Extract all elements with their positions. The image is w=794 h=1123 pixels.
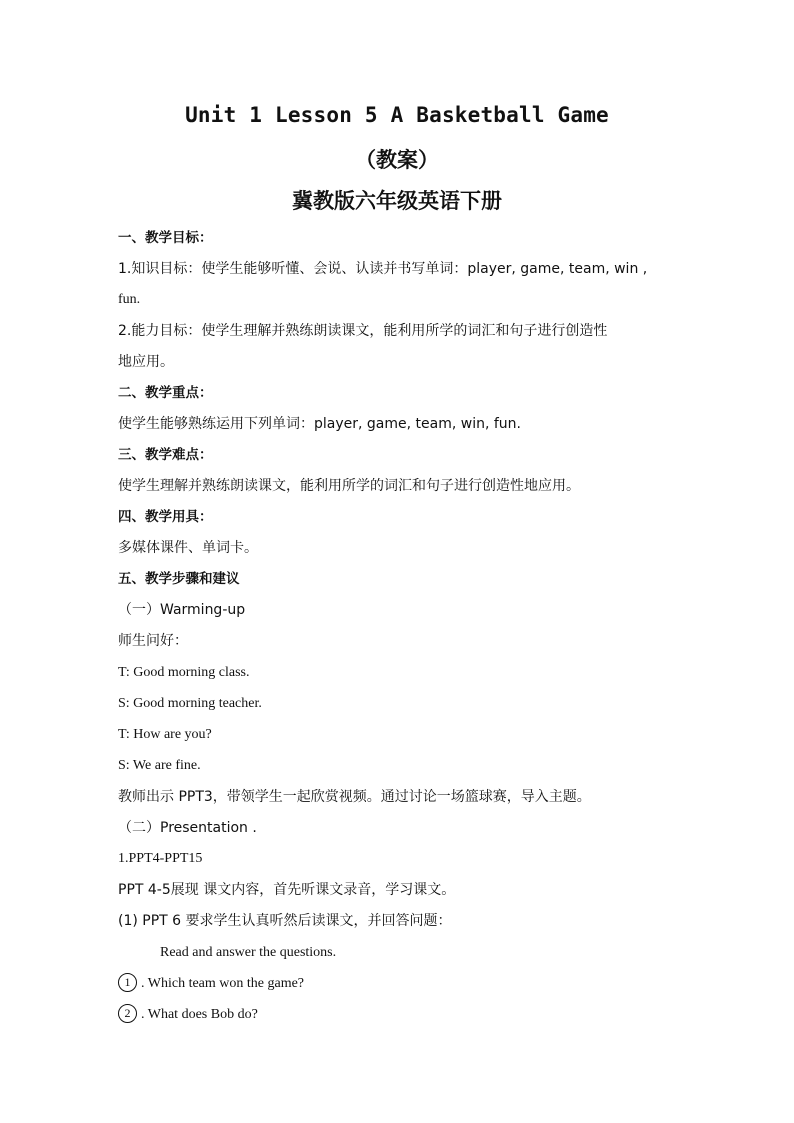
dialog-line: T: Good morning class. (118, 665, 250, 680)
question-item (118, 1005, 258, 1025)
document-title: Unit 1 Lesson 5 A Basketball Game (185, 103, 609, 127)
textbook-name: 冀教版六年级英语下册 (292, 189, 502, 213)
document-type-label: （教案） (355, 148, 439, 172)
teaching-steps-heading: 五、教学步骤和建议 (118, 571, 240, 587)
question-item (118, 974, 304, 994)
difficult-points-text: 使学生理解并熟练朗读课文，能利用所学的词汇和句子进行创造性地应用。 (118, 478, 580, 494)
goal1-text-continued: fun. (118, 292, 141, 307)
read-and-answer-text: Read and answer the questions. (160, 945, 337, 960)
question-text: . What does Bob do? (141, 1007, 258, 1022)
teaching-tools-text: 多媒体课件、单词卡。 (118, 540, 258, 556)
goals-heading: 一、教学目标： (118, 230, 213, 246)
warming-up-heading: （一）Warming-up (118, 602, 246, 618)
dialog-line: S: We are fine. (118, 758, 201, 773)
greeting-text: 师生问好： (118, 633, 188, 649)
presentation-heading: （二）Presentation . (118, 820, 257, 836)
dialog-line: T: How are you? (118, 727, 212, 742)
goal1-text: 1.知识目标：使学生能够听懂、会说、认读并书写单词：player, game, team, win , (118, 261, 648, 277)
ppt45-instruction: PPT 4-5展现 课文内容，首先听课文录音，学习课文。 (118, 882, 456, 898)
dialog-line: S: Good morning teacher. (118, 696, 262, 711)
question-text: . Which team won the game? (141, 976, 305, 991)
difficult-points-heading: 三、教学难点： (118, 447, 213, 463)
question-number-circle: 2 (118, 1004, 137, 1023)
ppt-range: 1.PPT4-PPT15 (118, 851, 203, 866)
goal2-text-continued: 地应用。 (118, 354, 174, 370)
question-number-circle: 1 (118, 973, 137, 992)
teaching-tools-heading: 四、教学用具： (118, 509, 213, 525)
ppt6-instruction: (1) PPT 6 要求学生认真听然后读课文，并回答问题： (118, 913, 452, 929)
key-points-heading: 二、教学重点： (118, 385, 213, 401)
goal2-text: 2.能力目标：使学生理解并熟练朗读课文，能利用所学的词汇和句子进行创造性 (118, 323, 608, 339)
key-points-text: 使学生能够熟练运用下列单词：player, game, team, win, fun. (118, 416, 521, 432)
ppt3-instruction: 教师出示 PPT3，带领学生一起欣赏视频。通过讨论一场篮球赛，导入主题。 (118, 789, 591, 805)
